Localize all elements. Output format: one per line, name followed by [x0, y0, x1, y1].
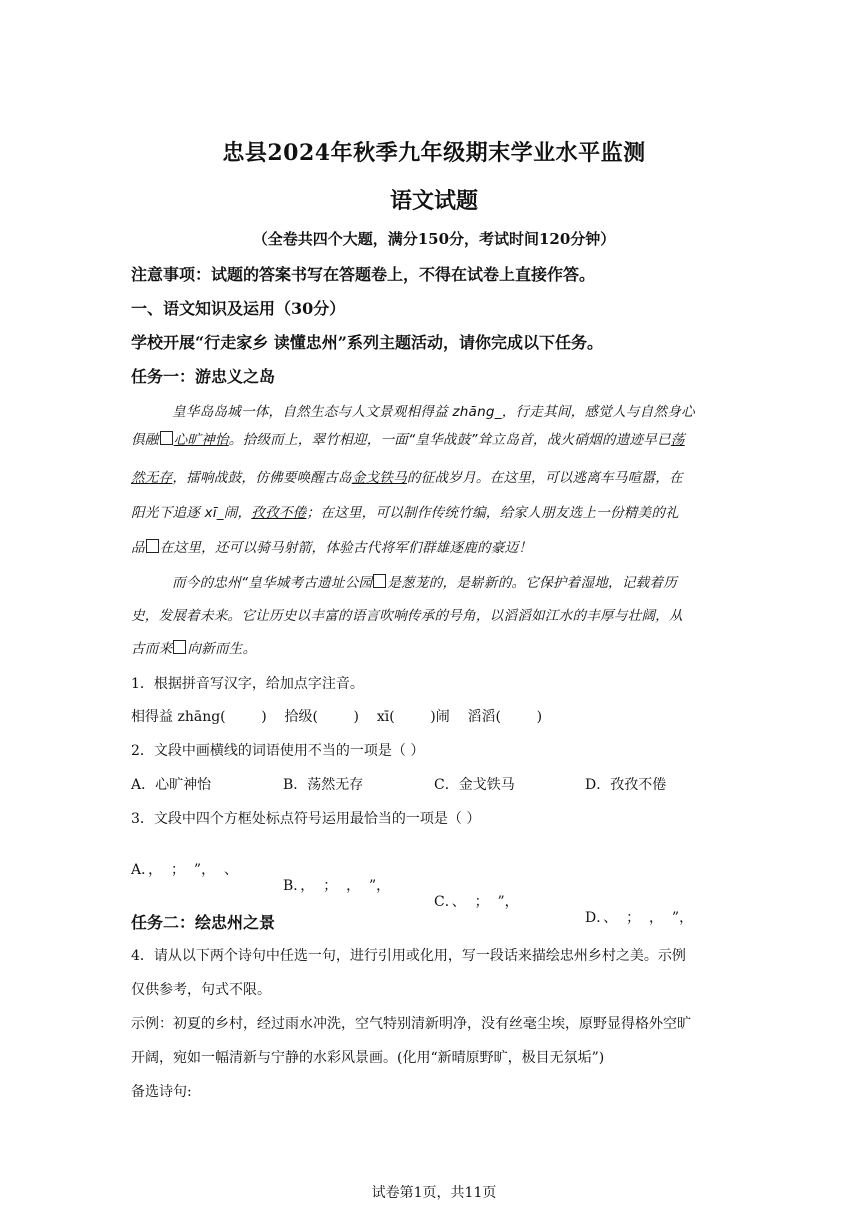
punctuation-box — [160, 431, 173, 445]
passage-line — [131, 466, 683, 486]
passage-line — [131, 501, 679, 521]
passage-text: 阳光下追逐 xī_闹， — [131, 505, 252, 521]
question-2-stem: 2．文段中画横线的词语使用不当的一项是（ ） — [131, 743, 425, 759]
passage-line — [131, 604, 683, 624]
option-b[interactable]: B．， ； ， ”， — [283, 878, 391, 894]
task2-heading: 任务二：绘忠州之景 — [131, 913, 276, 932]
passage-text: 。拾级而上，翠竹相迎，一面“皇华战鼓”耸立岛首，战火硝烟的遗迹早已 — [228, 432, 671, 448]
question-1-stem: 1．根据拼音写汉字，给加点字注音。 — [131, 676, 364, 692]
passage-text: 而今的忠州“皇华城考古遗址公园 — [172, 575, 373, 591]
punctuation-box — [173, 640, 186, 654]
passage-text: 在这里，还可以骑马射箭，体验古代将军们群雄逐鹿的豪迈！ — [159, 540, 533, 556]
underlined-word: 孜孜不倦 — [251, 505, 307, 521]
example-line: 示例：初夏的乡村，经过雨水冲洗，空气特别清新明净，没有丝毫尘埃，原野显得格外空旷 — [131, 1016, 691, 1032]
question-4-line: 仅供参考，句式不限。 — [131, 982, 271, 998]
passage-line — [131, 637, 256, 657]
option-a[interactable]: A．心旷神怡 — [131, 777, 212, 793]
passage-text: 品 — [131, 540, 145, 556]
option-d[interactable]: D．孜孜不倦 — [585, 777, 667, 793]
underlined-word: 荡 — [670, 432, 685, 448]
option-d[interactable]: D．、 ； ， ”， — [585, 910, 694, 926]
passage-text: 向新而生。 — [187, 641, 257, 657]
passage-text: ，擂响战鼓，仿佛要唤醒古岛 — [172, 470, 352, 486]
underlined-word: 心旷神怡 — [173, 432, 229, 448]
passage-line — [131, 536, 532, 556]
option-c[interactable]: C．金戈铁马 — [434, 777, 515, 793]
passage-text: 古而来 — [131, 641, 173, 657]
exam-subject: 语文试题 — [389, 188, 478, 214]
passage-line — [172, 400, 695, 420]
option-a[interactable]: A．， ； ”， 、 — [131, 862, 238, 878]
question-4-line: 4．请从以下两个诗句中任选一句，进行引用或化用，写一段话来描绘忠州乡村之美。示例 — [131, 948, 686, 964]
option-c[interactable]: C．、 ； ”， — [434, 894, 519, 910]
question-2-options — [0, 774, 868, 794]
passage-text: ；在这里，可以制作传统竹编，给家人朋友选上一份精美的礼 — [306, 505, 679, 521]
section1-heading: 一、语文知识及运用（30分） — [131, 299, 346, 318]
passage-line — [131, 428, 685, 448]
question-1-blanks: 相得益 zhāng( ) 拾级( ) xī( )闹 滔滔( ) — [131, 709, 543, 725]
candidate-poems-label: 备选诗句: — [131, 1084, 192, 1100]
passage-text: 是葱茏的，是崭新的。它保护着湿地，记载着历 — [387, 575, 678, 591]
passage-text: 皇华岛岛城一体，自然生态与人文景观相得益 zhāng_，行走其间，感觉人与自然身心 — [172, 404, 695, 420]
notice: 注意事项：试题的答案书写在答题卷上，不得在试卷上直接作答。 — [131, 265, 596, 284]
underlined-word: 然无存 — [131, 470, 173, 486]
passage-line — [172, 571, 677, 591]
passage-text: 的征战岁月。在这里，可以逃离车马喧嚣，在 — [406, 470, 683, 486]
exam-note: （全卷共四个大题，满分150分，考试时间120分钟） — [252, 230, 616, 248]
section1-intro: 学校开展“行走家乡 读懂忠州”系列主题活动，请你完成以下任务。 — [131, 333, 603, 352]
exam-title: 忠县2024年秋季九年级期末学业水平监测 — [222, 140, 646, 166]
passage-text: 俱融 — [131, 432, 159, 448]
passage-text: 史，发展着未来。它让历史以丰富的语言吹响传承的号角，以滔滔如江水的丰厚与壮阔，从 — [131, 608, 683, 624]
punctuation-box — [373, 574, 386, 588]
underlined-word: 金戈铁马 — [351, 470, 407, 486]
page-footer: 试卷第1页，共11页 — [371, 1185, 497, 1201]
punctuation-box — [146, 539, 159, 553]
task1-heading: 任务一：游忠义之岛 — [131, 367, 276, 386]
question-3-stem: 3．文段中四个方框处标点符号运用最恰当的一项是（ ） — [131, 811, 481, 827]
option-b[interactable]: B．荡然无存 — [283, 777, 364, 793]
example-line: 开阔，宛如一幅清新与宁静的水彩风景画。(化用“新晴原野旷，极目无氛垢”) — [131, 1050, 605, 1066]
